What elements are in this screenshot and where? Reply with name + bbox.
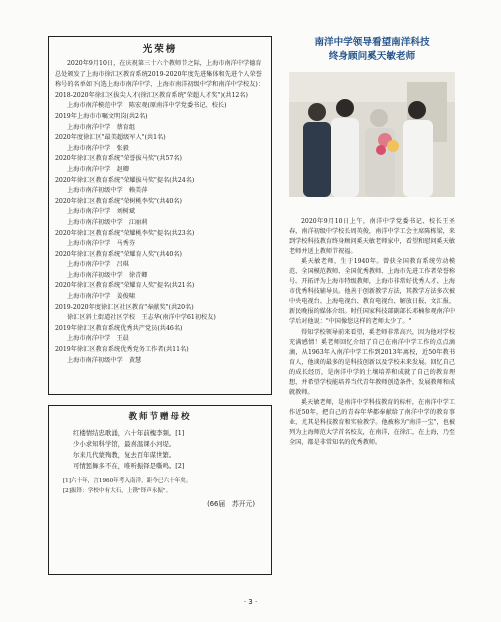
honor-entry: 上海市南洋初级中学 江丽莉 [67, 218, 148, 226]
honor-list-title: 光荣榜 [142, 44, 178, 55]
article-column [289, 36, 455, 448]
honor-entry: 上海市南洋中学 王晨 [67, 335, 129, 343]
honor-entry: 2020年徐汇区教育系统"荣耀育人奖"(共40名) [55, 250, 182, 258]
honor-entry: 2020年度徐汇区"最美超级军人"(共1名) [55, 134, 166, 142]
article-title-line: 终身顾问奚天敏老师 [328, 51, 416, 62]
honor-entry: 上海市南洋初级中学 徐青卿 [67, 271, 148, 279]
honor-entry: 上海市南洋初级中学 赖美萍 [67, 187, 148, 195]
honor-entry: 2019年上海市市嘱文明岗(共2名) [55, 112, 148, 120]
poem-box [48, 405, 272, 575]
honor-list-text [55, 59, 265, 366]
honor-entry: 徐汇区斜土街道社区学校 王志华(南洋中学61初校友) [67, 314, 216, 322]
honor-entry: 上海市南洋中学 蔡育组 [67, 123, 136, 131]
honor-entry: 上海市南洋模范中学 陈宏观(原南洋中学党委书记、校长) [67, 102, 227, 110]
honor-intro: 2020年9月10日，在庆祝第三十六个教师节之际，上海市南洋中学德育总处颁发了上海市徐汇区教育系统2019-2020年度先进集体和先进个人荣誉称号的名单如下(选上海市南洋中学、上海市南洋初级中学和南洋中学校友)： [55, 60, 265, 89]
honor-entry: 上海市南洋中学 张毅 [67, 144, 129, 152]
honor-entry: 2018-2020年徐汇区拔尖人才(徐汇区教育系统"荣超人才奖")(共12名) [55, 91, 248, 99]
honor-entry: 2020年徐汇区教育系统"荣耀拔马奖"提名(共24名) [55, 176, 195, 184]
article-paragraph: 奚天敏老师，是南洋中学科技教育的标杆，在南洋中学工作近50年，把自己的青春年华都奉献给了南洋中学的教育事业，尤其是科技教育和实验教学。他被称为"南洋一宝"，也被列为上海师范大学首名校友，在南洋，在徐汇，在上海，乃至全国，都是非常知名的优秀教师。 [289, 398, 455, 447]
article-paragraph: 2020年9月10日上午，南洋中学党委书记、校长王圣春，南洋初级中学校长周英俊，南洋中学工会主席陈栋梁，来到学校科技教育终身顾问奚天敏老师家中，看望和慰问奚天敏老师并送上教师节祝福。 [289, 218, 455, 256]
honor-entry: 上海市南洋中学 赵卿 [67, 165, 129, 173]
honor-entry: 2020年徐汇区教育系统"荣誉拔马奖"(共57名) [55, 155, 182, 163]
honor-entry: 2020年徐汇区教育系统"荣耀桃李奖"提名(共23名) [55, 229, 195, 237]
poem-signature: (66届 苏开元) [207, 500, 255, 508]
honor-entry: 2020年徐汇区教育系统"荣耀育人奖"提名(共21名) [55, 282, 195, 290]
honor-entry: 上海市南洋初级中学 黄慧 [67, 356, 142, 364]
honor-entry: 上海市南洋中学 马秀芬 [67, 240, 136, 248]
poem-line: 少小求知科学馆，最喜温课小河堤。 [73, 440, 176, 448]
honor-entry: 2019-2020年度徐汇区社区教育"奉献奖"(共20名) [55, 303, 194, 311]
poem-line: 可情惩舞多不在，唯听振铎是嘶鸣。[2] [73, 462, 185, 470]
article-title-line: 南洋中学领导看望南洋科技 [314, 37, 430, 48]
poem-note: [2]振铎：学校中有大石，上镌"铎声永振"。 [63, 488, 172, 494]
group-photo [289, 72, 455, 197]
honor-entry: 2019年徐汇区教育系统优秀党务工作者(共11名) [55, 346, 189, 354]
honor-entry: 上海市南洋中学 吕琪 [67, 261, 129, 269]
poem-notes [55, 476, 265, 496]
group-photo-illustration [289, 72, 455, 197]
poem-title: 教师节赠母校 [128, 412, 192, 422]
honor-entries [55, 91, 265, 366]
poem-line: 尔来几代蒙殉教，复去百年谋世繁。 [73, 451, 176, 459]
honor-entry: 2020年徐汇区教育系统"荣树桃李奖"(共40名) [55, 197, 182, 205]
honor-entry: 上海市南洋中学 姜俊啸 [67, 293, 136, 301]
article-title [289, 36, 455, 64]
honor-entry: 上海市南洋中学 刘树斌 [67, 208, 136, 216]
honor-entry: 2019年徐汇区教育系统优秀共产党员(共46名) [55, 324, 183, 332]
article-paragraph: 奚天敏老师，生于1940年。曾获全国教育系统劳动模范、全国模范教师、全国优秀教师、上海市先进工作者荣誉称号。开拓评为上海市特级教师，上海市非常好优秀人才、上海市优秀科技辅导员。他善于创新教学方法，其教学方法多次被中央电视台、上海电视台、教育电视台、解放日报、文汇报、新民晚报的媒体介绍。时任国家科技部副部长邓楠参观南洋中学后对他说："中国像您这样的老师太少了。" [289, 258, 455, 326]
article-paragraph: 得知学校领导前来看望，奚老师非常高兴，因为他对学校充满感情！奚老师回忆介绍了自己在南洋中学工作的点点滴滴，从1963年入南洋中学工作到2013年离校，近50年教书育人，他谈的最多的是科技创新以及学校未来发展。回忆自己的成长经历，是南洋中学的土壤培养和成就了自己的教育理想，并希望学校能培养当代青年教师创造条件，发展教师和成就教师。 [289, 328, 455, 396]
poem-line: 红楼情结忠歌涌，六十年前槐李频。[1] [73, 429, 185, 437]
poem-body [55, 428, 265, 472]
honor-list-box [48, 36, 272, 395]
page-number: · 3 · [243, 598, 258, 606]
article-body [289, 217, 455, 448]
poem-note: [1]六十年，言1960年考入南洋，距今已六十年矣。 [63, 478, 192, 484]
